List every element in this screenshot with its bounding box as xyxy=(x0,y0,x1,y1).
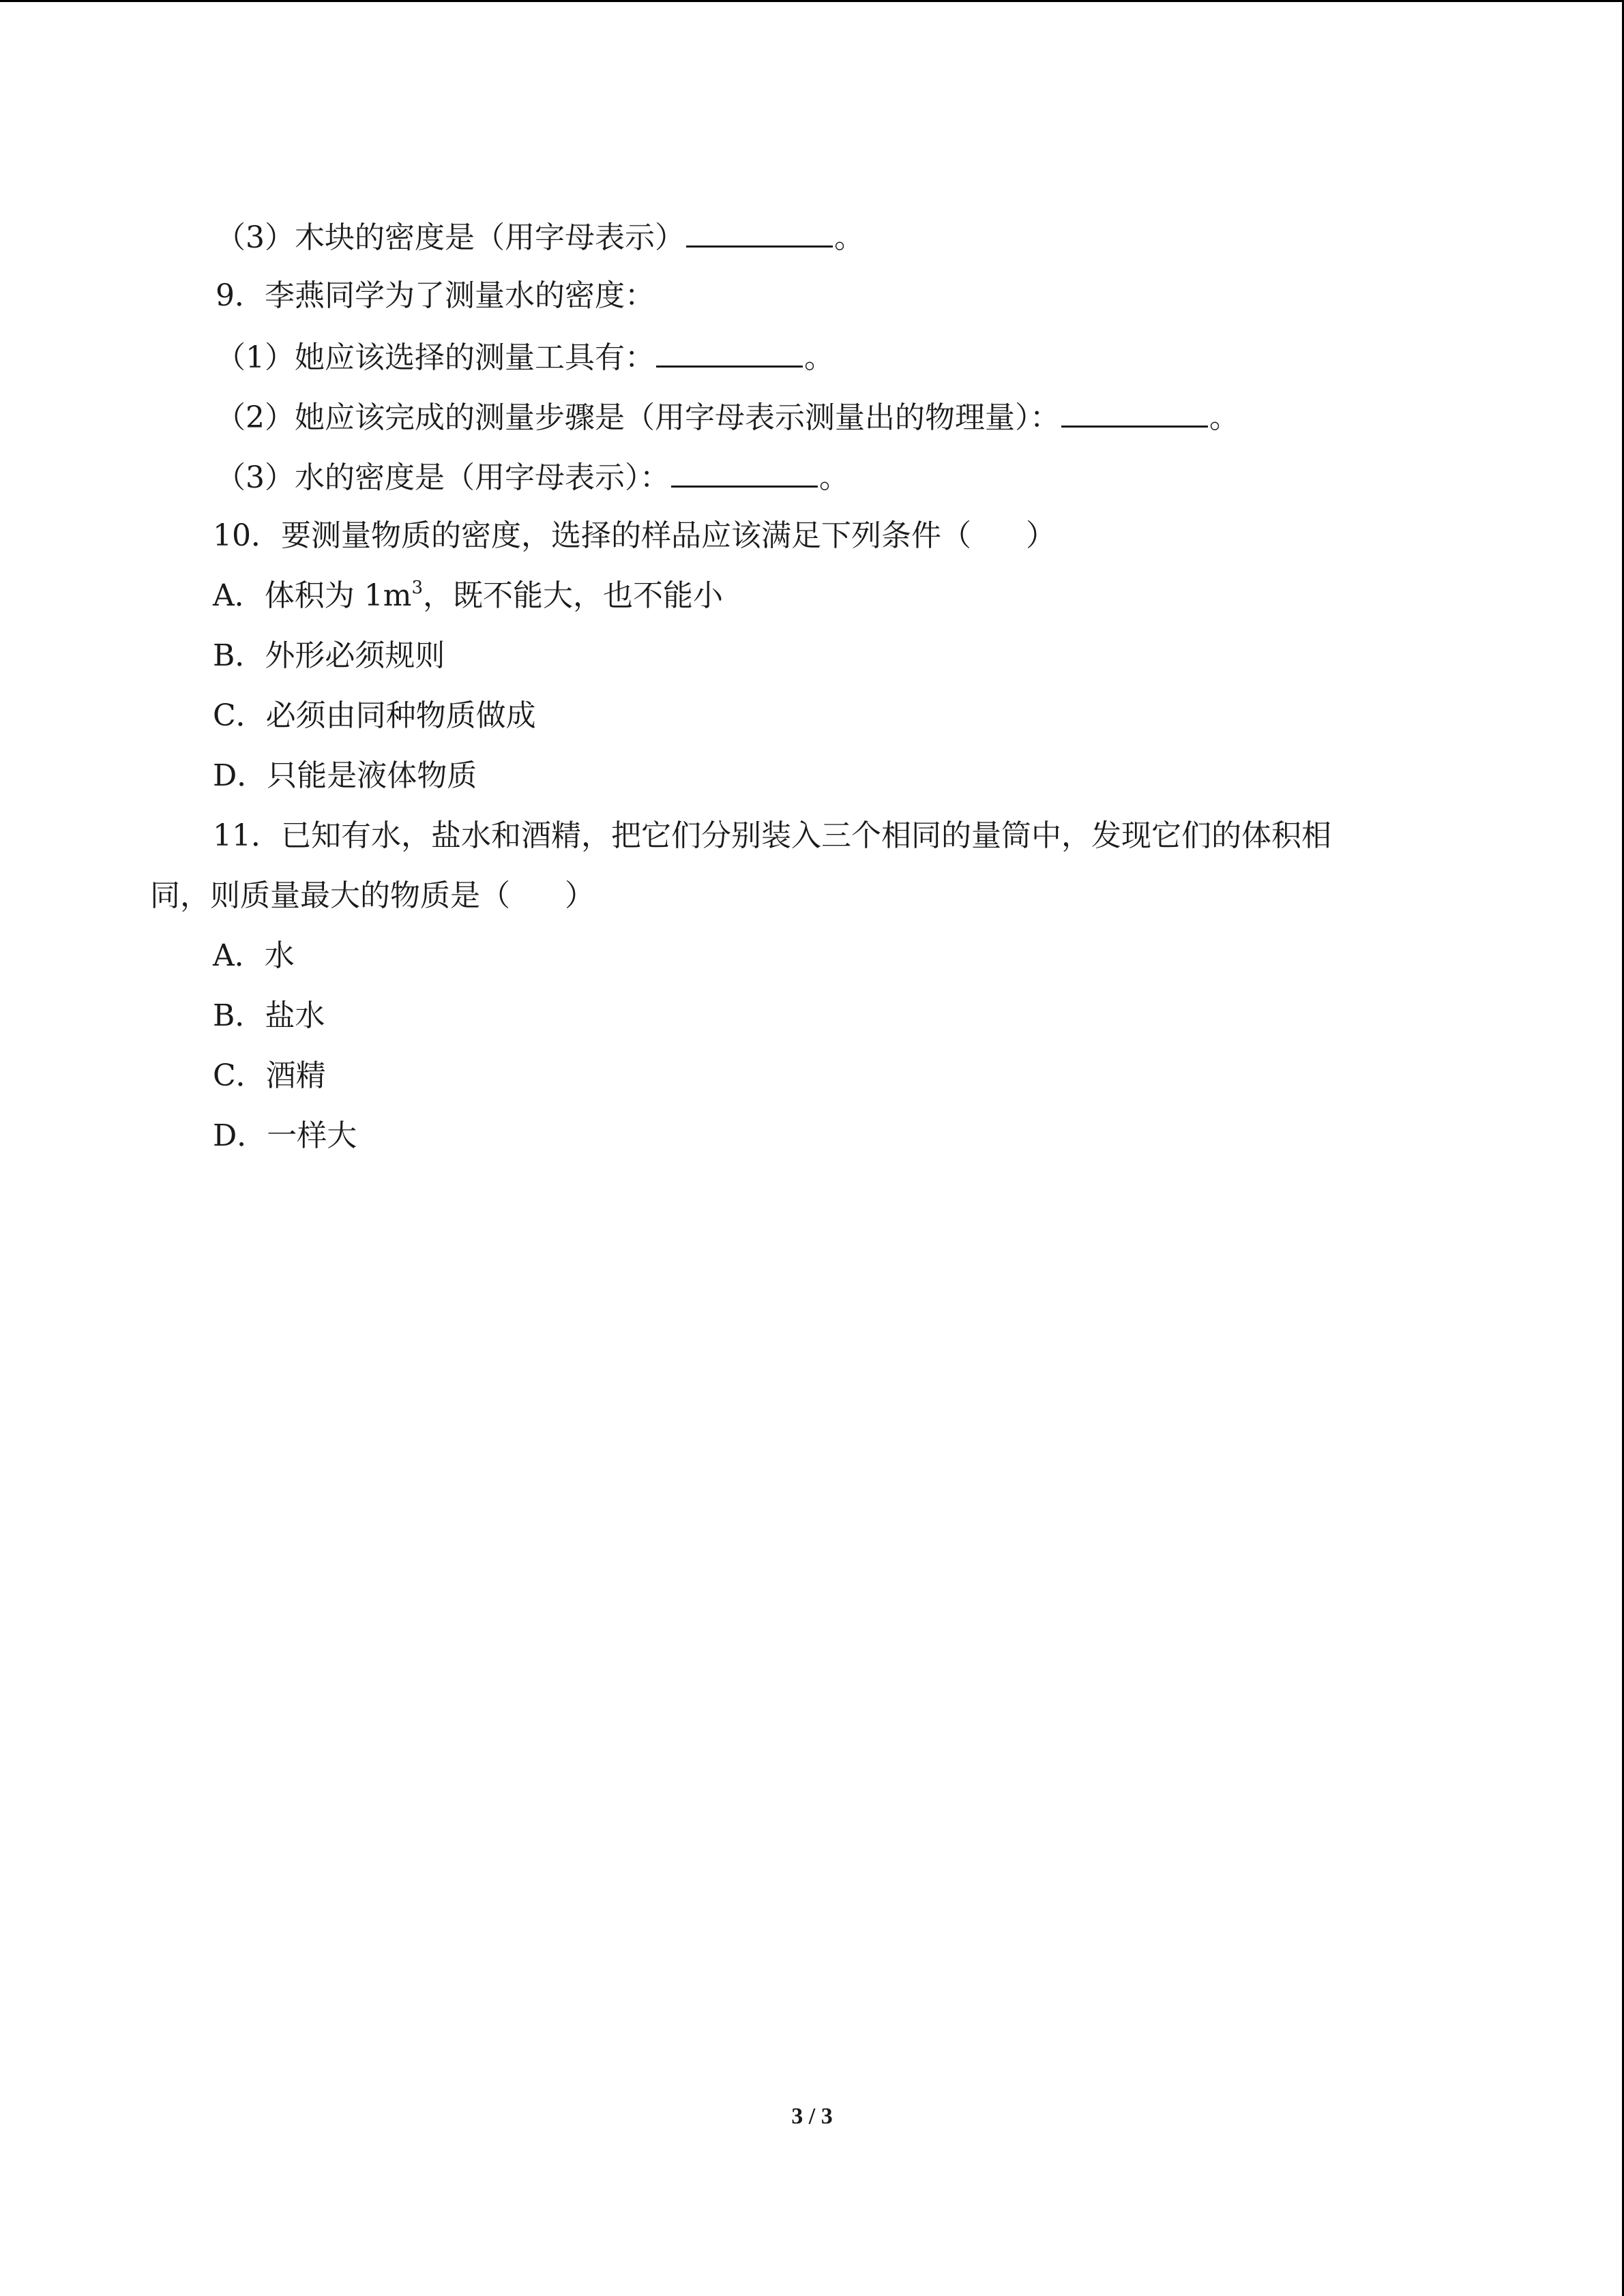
question-11-option-d xyxy=(213,1116,357,1157)
question-text: （1）她应该选择的测量工具有： xyxy=(216,340,655,375)
question-9-part-1 xyxy=(216,336,834,378)
option-text: B．盐水 xyxy=(213,998,325,1033)
question-text: 9．李燕同学为了测量水的密度： xyxy=(216,278,655,313)
punctuation: 。 xyxy=(804,340,834,375)
question-text: （2）她应该完成的测量步骤是（用字母表示测量出的物理量）： xyxy=(216,400,1060,435)
option-text: D．一样大 xyxy=(213,1118,357,1153)
option-text: ，既不能大，也不能小 xyxy=(423,578,724,613)
option-text: B．外形必须规则 xyxy=(213,638,445,673)
answer-blank[interactable] xyxy=(1061,396,1208,428)
page-top-border xyxy=(0,0,1624,2)
question-10-option-c xyxy=(213,696,536,736)
page-number: 3 / 3 xyxy=(791,2104,833,2129)
answer-blank[interactable] xyxy=(671,456,818,488)
question-10 xyxy=(213,516,1056,556)
superscript: 3 xyxy=(411,578,424,598)
question-11-line-1 xyxy=(213,816,1331,856)
question-text: 10．要测量物质的密度，选择的样品应该满足下列条件（ xyxy=(213,518,971,553)
question-10-option-b xyxy=(213,636,445,676)
question-9-part-3 xyxy=(216,456,849,498)
punctuation: ） xyxy=(1026,518,1056,553)
question-9 xyxy=(216,275,655,316)
question-text: 11．已知有水，盐水和酒精，把它们分别装入三个相同的量筒中，发现它们的体积相 xyxy=(213,818,1331,853)
question-11-option-c xyxy=(213,1056,326,1097)
question-11-line-2 xyxy=(150,876,595,916)
option-text: A．水 xyxy=(213,938,295,973)
question-11-option-a xyxy=(213,936,295,976)
punctuation: 。 xyxy=(834,220,864,255)
question-text: （3）木块的密度是（用字母表示） xyxy=(216,220,685,255)
question-10-option-a xyxy=(213,576,723,616)
question-text: （3）水的密度是（用字母表示）： xyxy=(216,460,670,495)
answer-blank[interactable] xyxy=(686,215,833,248)
option-text: D．只能是液体物质 xyxy=(213,758,477,793)
punctuation: 。 xyxy=(819,460,849,495)
answer-blank[interactable] xyxy=(656,336,803,368)
question-10-option-d xyxy=(213,756,477,796)
option-text: C．酒精 xyxy=(213,1058,326,1093)
question-9-part-2 xyxy=(216,396,1239,438)
option-text: A．体积为 1m xyxy=(213,578,412,613)
question-11-option-b xyxy=(213,996,325,1037)
question-8-part-3 xyxy=(216,215,864,258)
question-text: 同，则质量最大的物质是（ xyxy=(150,878,510,913)
punctuation: ） xyxy=(565,878,595,913)
option-text: C．必须由同种物质做成 xyxy=(213,698,536,733)
punctuation: 。 xyxy=(1209,400,1239,435)
